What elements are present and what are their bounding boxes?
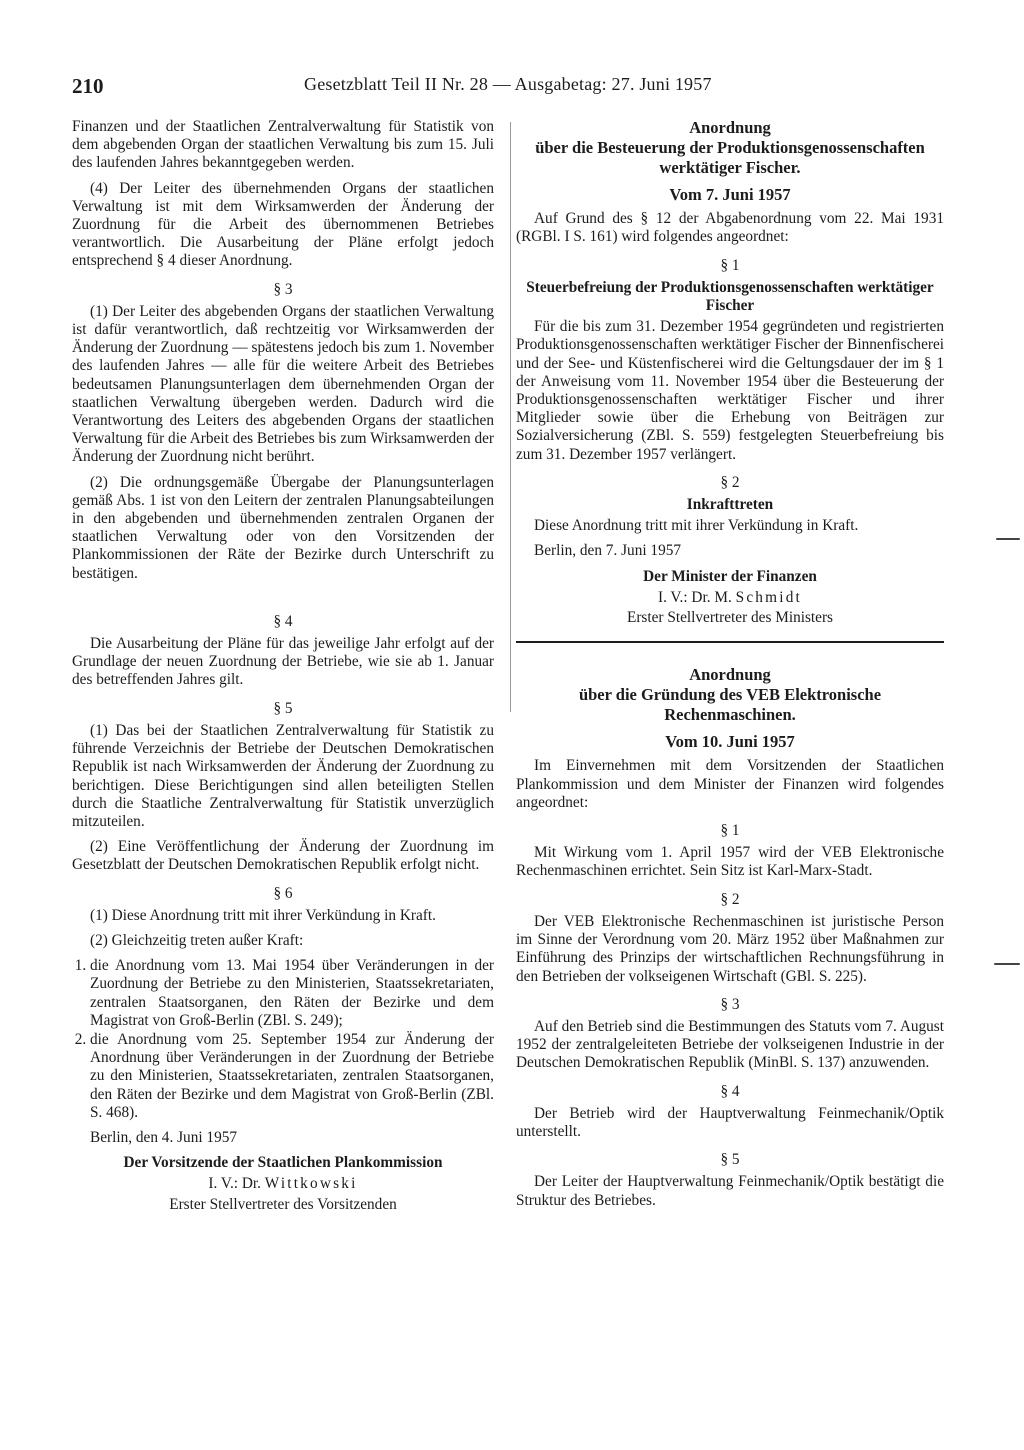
signature-organization: Der Vorsitzende der Staatlichen Plankommission xyxy=(123,1154,443,1172)
ordinance-2-section-3-paragraph: Auf den Betrieb sind die Bestimmungen des Statuts vom 7. August 1952 der zentralgeleiteten Betriebe der volkseigenen Industrie in der Deutschen Demokratischen Republik (MinBl. S. 137) anzuwenden. xyxy=(516,1017,945,1072)
ordinance-2-section-1: § 1 xyxy=(720,822,740,840)
section-5-paragraph-2: (2) Eine Veröffentlichung der Änderung der Zuordnung im Gesetzblatt der Deutschen Demokratischen Republik erfolgt nicht. xyxy=(72,838,494,874)
ordinance-1-intro: Auf Grund des § 12 der Abgabenordnung vom 22. Mai 1931 (RGBl. I S. 161) wird folgendes angeordnet: xyxy=(516,210,944,246)
ordinance-2-date: Vom 10. Juni 1957 xyxy=(665,732,795,752)
ordinance-2-section-3: § 3 xyxy=(720,995,740,1013)
ordinance-2-section-5-paragraph: Der Leiter der Hauptverwaltung Feinmechanik/Optik bestätigt die Struktur des Betriebes. xyxy=(516,1173,944,1209)
column-divider xyxy=(510,122,511,712)
ordinance-1-section-2: § 2 xyxy=(720,473,740,491)
ordinance-2-section-2: § 2 xyxy=(720,890,740,908)
margin-mark xyxy=(996,538,1020,540)
section-5-paragraph-1: (1) Das bei der Staatlichen Zentralverwaltung für Statistik zu führende Verzeichnis der Betriebe der Deutschen Demokratischen Republik ist nach Wirksamwerden der Änderung der Zuordnung zu berichtigen. Diese Berichtigungen sind allen beteiligten Stellen durch die Staatliche Zentralverwaltung für Statistik unverzüglich mitzuteilen. xyxy=(72,721,494,830)
section-4-heading: § 4 xyxy=(273,612,293,630)
ordinance-1-subject: über die Besteuerung der Produktionsgenossenschaften werktätiger Fischer. xyxy=(535,138,925,177)
section-3-heading: § 3 xyxy=(273,280,293,298)
section-3-paragraph-1: (1) Der Leiter des abgebenden Organs der staatlichen Verwaltung ist dafür verantwortlich, daß rechtzeitig vor Wirksamwerden der Änderung der Zuordnung — spätestens jedoch bis zum 1. November des laufenden Jahres — alle für die weitere Arbeit des Betriebes bedeutsamen Planungsunterlagen dem übernehmenden Organ der staatlichen Verwaltung übergeben werden. Dadurch wird die Verantwortung des Leiters des abgebenden Organs der staatlichen Verwaltung für die Arbeit des Betriebes bis zum Wirksamwerden der Änderung der Zuordnung nicht berührt. xyxy=(72,302,494,466)
page-header xyxy=(72,74,772,100)
right-column xyxy=(516,118,944,1217)
ordinance-2-section-4: § 4 xyxy=(720,1082,740,1100)
ordinance-1-signature-organization: Der Minister der Finanzen xyxy=(643,567,817,585)
paragraph-4: (4) Der Leiter des übernehmenden Organs der staatlichen Verwaltung ist mit dem Wirksamwerden der Änderung der Zuordnung für die Arbeit des übernommenen Betriebes verantwortlich. Die Ausarbeitung der Pläne erfolgt jedoch entsprechend § 4 dieser Anordnung. xyxy=(72,179,494,270)
section-4-paragraph: Die Ausarbeitung der Pläne für das jeweilige Jahr erfolgt auf der Grundlage der neuen Zuordnung der Betriebe, wie sie ab 1. Januar des betreffenden Jahres gilt. xyxy=(72,635,494,689)
ordinance-2-section-2-paragraph: Der VEB Elektronische Rechenmaschinen ist juristische Person im Sinne der Verordnung vom 20. März 1952 über Maßnahmen zur Einführung des Prinzips der wirtschaftlichen Rechnungsführung in den Betrieben der volkseigenen Wirtschaft (GBl. S. 225). xyxy=(516,912,944,985)
ordinance-1-date: Vom 7. Juni 1957 xyxy=(669,185,791,204)
ordinance-separator xyxy=(516,641,944,643)
ordinance-1-place-date: Berlin, den 7. Juni 1957 xyxy=(534,542,682,560)
signature-prefix: I. V.: Dr. xyxy=(208,1175,261,1193)
page-number: 210 xyxy=(72,74,104,98)
ordinance-2-section-4-paragraph: Der Betrieb wird der Hauptverwaltung Feinmechanik/Optik unterstellt. xyxy=(516,1104,944,1140)
section-6-heading: § 6 xyxy=(273,884,293,902)
ordinance-1-signature-line xyxy=(516,589,944,607)
ordinance-2-section-5: § 5 xyxy=(720,1151,740,1169)
continued-paragraph: Finanzen und der Staatlichen Zentralverwaltung für Statistik von dem abgebenden Organ der staatlichen Verwaltung bis zum 15. Juli des laufenden Jahres bekanntgegeben werden. xyxy=(72,118,494,172)
ordinance-1-title: Anordnung xyxy=(689,118,771,137)
ordinance-2-intro: Im Einvernehmen mit dem Vorsitzenden der Staatlichen Plankommission und dem Minister der Finanzen wird folgendes angeordnet: xyxy=(516,757,944,811)
ordinance-1-section-1: § 1 xyxy=(720,256,740,274)
section-6-paragraph-1: (1) Diese Anordnung tritt mit ihrer Verkündung in Kraft. xyxy=(90,906,436,924)
signature-line xyxy=(72,1175,494,1193)
ordinance-1-signature-name: Schmidt xyxy=(735,588,803,606)
ordinance-1-section-2-paragraph: Diese Anordnung tritt mit ihrer Verkündung in Kraft. xyxy=(534,517,859,535)
ordinance-1-signature-prefix: I. V.: Dr. M. xyxy=(657,588,732,606)
margin-mark xyxy=(994,963,1020,965)
ordinance-2-section-1-paragraph: Mit Wirkung vom 1. April 1957 wird der VEB Elektronische Rechenmaschinen errichtet. Sein Sitz ist Karl-Marx-Stadt. xyxy=(516,844,944,880)
ordinance-1-signature-title: Erster Stellvertreter des Ministers xyxy=(626,609,834,627)
list-item: 1. die Anordnung vom 13. Mai 1954 über Veränderungen in der Zuordnung der Betriebe zu den Ministerien, Staatssekretariaten, zentralen Staatsorganen, den Räten der Bezirke und dem Magistrat von Groß-Berlin (ZBl. S. 249); xyxy=(90,957,494,1030)
repealed-list xyxy=(72,957,494,1122)
left-column xyxy=(72,118,494,1216)
running-title: Gesetzblatt Teil II Nr. 28 — Ausgabetag: 27. Juni 1957 xyxy=(304,74,712,94)
ordinance-2-title: Anordnung xyxy=(689,665,771,685)
signature-title: Erster Stellvertreter des Vorsitzenden xyxy=(169,1195,397,1213)
section-6-paragraph-2: (2) Gleichzeitig treten außer Kraft: xyxy=(90,931,304,949)
section-3-paragraph-2: (2) Die ordnungsgemäße Übergabe der Planungsunterlagen gemäß Abs. 1 ist von den Leitern der zentralen Planungsabteilungen in den abgebenden und übernehmenden zentralen Organen der staatlichen Verwaltung oder von den Vorsitzenden der Plankommissionen der Räte der Bezirke durch Unterschrift zu bestätigen. xyxy=(72,473,494,582)
ordinance-2-subject: über die Gründung des VEB Elektronische Rechenmaschinen. xyxy=(578,685,882,725)
ordinance-1-section-2-heading: Inkrafttreten xyxy=(686,496,774,514)
section-5-heading: § 5 xyxy=(273,699,293,717)
place-date: Berlin, den 4. Juni 1957 xyxy=(90,1128,238,1146)
signature-name: Wittkowski xyxy=(264,1175,358,1193)
list-item: 2. die Anordnung vom 25. September 1954 zur Änderung der Anordnung über Veränderungen in der Zuordnung der Betriebe zu den Ministerien, Staatssekretariaten, zentralen Staatsorganen, den Räten der Bezirke und dem Magistrat von Groß-Berlin (ZBl. S. 468). xyxy=(90,1031,494,1122)
ordinance-1-section-1-heading: Steuerbefreiung der Produktionsgenossenschaften werktätiger Fischer xyxy=(526,278,934,315)
ordinance-1-section-1-paragraph: Für die bis zum 31. Dezember 1954 gegründeten und registrierten Produktionsgenossenschaften werktätiger Fischer der Binnenfischerei und der See- und Küstenfischerei wird die Geltungsdauer der im § 1 der Anweisung vom 11. November 1954 über die Besteuerung der Produktionsgenossenschaften werktätiger Fischer und ihrer Mitglieder sowie über die Erhebung von Beiträgen zur Sozialversicherung (ZBl. S. 559) festgelegten Steuerbefreiung bis zum 31. Dezember 1957 verlängert. xyxy=(516,318,944,463)
